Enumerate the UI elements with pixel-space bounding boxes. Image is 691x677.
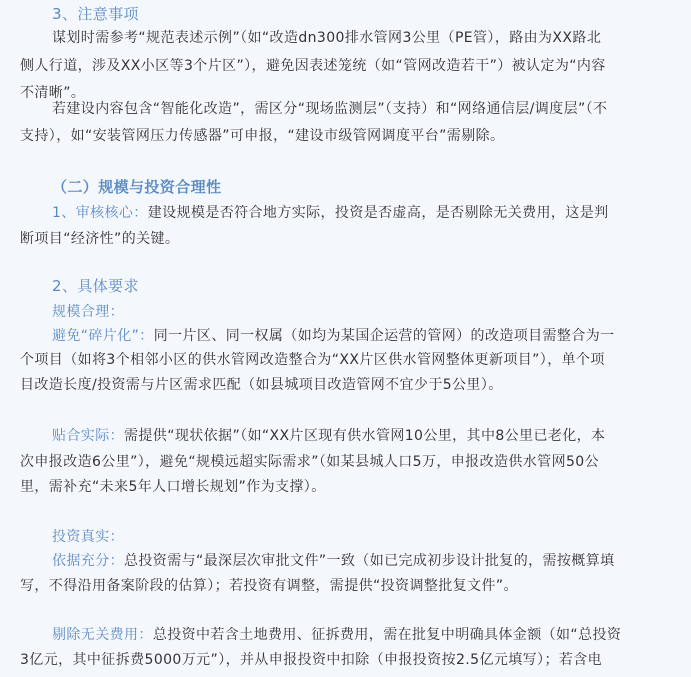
fragment-line2: 个项目（如将3个相邻小区的供水管网改造整合为“XX片区供水管网整体更新项目”），单个项 (20, 352, 605, 368)
remove-line2: 3亿元，其中征拆费5000万元”），并从申报投资中扣除（申报投资按2.5亿元填写）；若含电 (20, 652, 603, 668)
fit-line2: 次申报改造6公里”），避免“规模远超实际需求”（如某县城人口5万，申报改造供水管网50公 (20, 454, 599, 470)
core-line2: 断项目“经济性”的关键。 (20, 231, 180, 247)
fit-text1: 需提供“现状依据”（如“XX片区现有供水管网10公里，其中8公里已老化，本 (124, 428, 606, 444)
fragment-line3: 目改造长度/投资需与片区需求匹配（如县城项目改造管网不宜少于5公里）。 (20, 377, 503, 393)
fragment-label: 避免“碎片化”： (52, 328, 154, 344)
core-label: 1、审核核心： (52, 205, 148, 221)
remove-text1: 总投资中若含土地费用、征拆费用，需在批复中明确具体金额（如“总投资 (152, 627, 622, 643)
requirements-heading: 2、具体要求 (52, 277, 139, 295)
notes-para2-line1: 若建设内容包含“智能化改造”，需区分“现场监测层”（支持）和“网络通信层/调度层”（不 (52, 101, 608, 117)
fit-line3: 里，需补充“未来5年人口增长规划”作为支撑）。 (20, 479, 326, 495)
core-line1 (52, 203, 609, 223)
scale-heading: 规模合理： (52, 304, 124, 320)
section-heading: （二）规模与投资合理性 (52, 178, 222, 196)
notes-para1-line3: 不清晰”。 (20, 85, 86, 101)
basis-label: 依据充分： (52, 553, 124, 569)
fragment-text1: 同一片区、同一权属（如均为某国企运营的管网）的改造项目需整合为一 (153, 328, 615, 344)
basis-text1: 总投资需与“最深层次审批文件”一致（如已完成初步设计批复的，需按概算填 (124, 553, 615, 569)
notes-para1-line1: 谋划时需参考“规范表述示例”（如“改造dn300排水管网3公里（PE管），路由为XX路北 (52, 30, 602, 46)
fit-line1 (52, 426, 605, 446)
invest-heading: 投资真实： (52, 529, 124, 545)
notes-para2-line2: 支持），如“安装管网压力传感器”可申报，“建设市级管网调度平台”需剔除。 (20, 128, 505, 144)
fit-label: 贴合实际： (52, 428, 124, 444)
core-text1: 建设规模是否符合地方实际，投资是否虚高，是否剔除无关费用，这是判 (147, 205, 609, 221)
notes-para1-line2: 侧人行道，涉及XX小区等3个片区”），避免因表述笼统（如“管网改造若干”）被认定为“内容 (20, 58, 606, 74)
remove-label: 剔除无关费用： (52, 627, 153, 643)
remove-line1 (52, 625, 621, 645)
basis-line2: 写，不得沿用备案阶段的估算）；若投资有调整，需提供“投资调整批复文件”。 (20, 578, 518, 594)
basis-line1 (52, 551, 615, 571)
fragment-line1 (52, 326, 615, 346)
notes-heading: 3、注意事项 (52, 5, 139, 23)
